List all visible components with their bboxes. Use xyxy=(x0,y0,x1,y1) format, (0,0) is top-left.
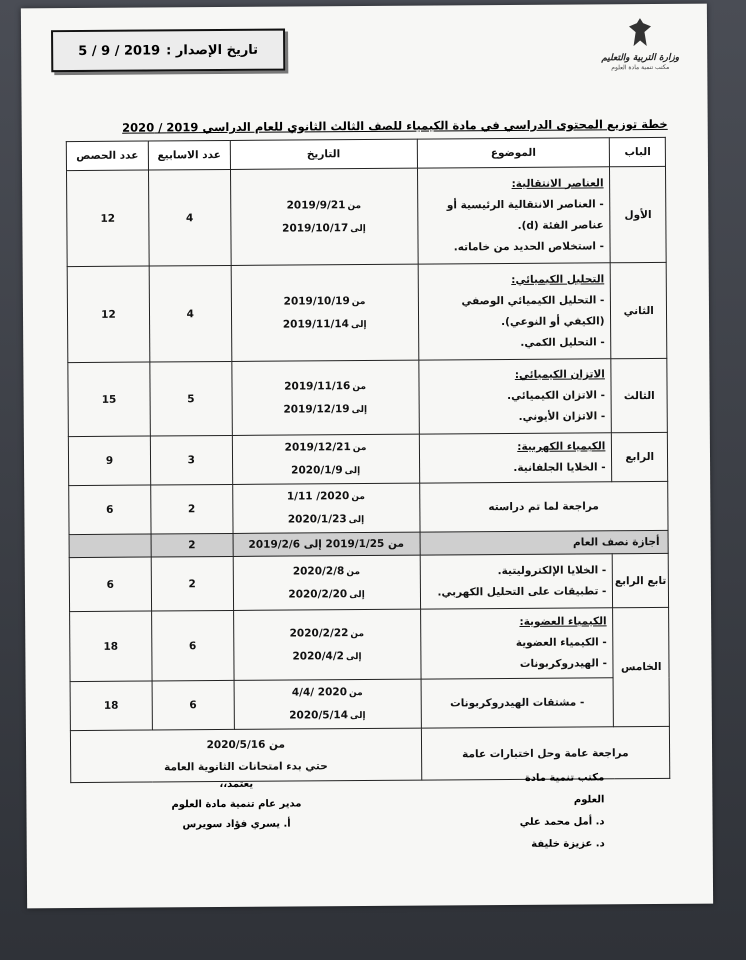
from-label: من xyxy=(352,443,367,454)
approver-role: مدير عام تنمية مادة العلوم xyxy=(171,798,302,811)
row-date xyxy=(232,483,419,533)
signatory-name: د. عزيزة خليفة xyxy=(531,838,605,850)
table-header-row xyxy=(66,137,665,170)
row-weeks: 2 xyxy=(151,484,233,534)
final-date-to: حتي بدء امتحانات الثانوية العامة xyxy=(164,759,328,773)
footer-approval-left xyxy=(166,774,306,835)
row-weeks: 4 xyxy=(148,169,230,266)
date-to: 2020/1/23 xyxy=(287,513,347,526)
date-from: 2019/9/21 xyxy=(286,198,346,212)
to-label: إلى xyxy=(350,223,366,234)
row-weeks: 6 xyxy=(151,610,233,681)
header-date: التاريخ xyxy=(230,139,417,169)
holiday-weeks: 2 xyxy=(151,533,233,557)
date-to: 2019/12/19 xyxy=(283,402,350,416)
topic-title: الكيمياء الكهربية: xyxy=(517,440,606,453)
from-label: من xyxy=(351,492,366,503)
row-bab: الخامس xyxy=(613,607,669,726)
from-label: من xyxy=(350,628,365,639)
approver-name: أ. يسري فؤاد سويرس xyxy=(182,818,291,831)
row-weeks: 6 xyxy=(152,680,234,730)
row-topic xyxy=(419,481,668,532)
topic-item: - الاتزان الكيميائي. xyxy=(507,389,606,403)
table-row xyxy=(68,432,667,485)
table-row xyxy=(67,166,667,266)
content-plan-table xyxy=(66,137,670,783)
row-date xyxy=(231,264,419,361)
ministry-subtitle: مكتب تنمية مادة العلوم xyxy=(611,63,670,72)
row-bab: الثاني xyxy=(611,262,667,358)
date-from: 2019/12/21 xyxy=(284,441,351,454)
date-from: 2020/2/22 xyxy=(289,626,349,640)
header-bab: الباب xyxy=(610,137,666,166)
row-topic xyxy=(418,263,612,360)
to-label: إلى xyxy=(348,515,365,526)
row-date xyxy=(233,609,420,680)
row-classes: 6 xyxy=(69,557,151,612)
row-classes: 12 xyxy=(67,170,150,267)
date-to: 2019/10/17 xyxy=(282,221,349,235)
row-weeks: 4 xyxy=(149,265,231,362)
from-label: من xyxy=(348,688,363,699)
row-weeks: 5 xyxy=(150,361,232,436)
topic-item: - التحليل الكيميائي الوصفي (الكيفي أو النوعي). xyxy=(461,293,605,328)
row-classes: 15 xyxy=(68,362,150,437)
from-label: من xyxy=(347,200,362,211)
ministry-name: وزارة التربية والتعليم xyxy=(601,52,680,64)
to-label: إلى xyxy=(349,711,366,722)
table-row xyxy=(67,262,667,362)
eagle-emblem-icon xyxy=(629,18,651,46)
topic-item: - الخلايا الإلكتروليتية. xyxy=(497,563,607,577)
row-classes: 6 xyxy=(69,485,151,535)
row-classes: 12 xyxy=(67,266,150,363)
issue-date-value: 5 / 9 / 2019 xyxy=(78,42,161,59)
table-row xyxy=(70,607,669,681)
row-date xyxy=(234,679,421,729)
row-bab: الأول xyxy=(610,166,666,262)
row-weeks: 2 xyxy=(151,556,233,611)
document-page xyxy=(21,4,713,909)
row-topic xyxy=(418,359,611,434)
date-from: 2019/10/19 xyxy=(283,294,350,308)
table-row xyxy=(69,553,668,611)
office-name: مكتب تنمية مادة العلوم xyxy=(524,772,605,806)
row-classes: 18 xyxy=(70,611,152,682)
row-bab: الرابع xyxy=(612,432,668,481)
row-topic xyxy=(420,608,613,679)
holiday-classes xyxy=(69,534,151,558)
page-title: خطة توزيع المحتوى الدراسي في مادة الكيمياء للصف الثالث الثانوي للعام الدراسي 2019 / 2020 xyxy=(122,116,668,135)
row-date xyxy=(233,555,420,610)
topic-title: الاتزان الكيميائي: xyxy=(514,368,605,381)
row-classes: 18 xyxy=(70,681,152,731)
topic-title: الكيمياء العضوية: xyxy=(519,615,607,628)
topic-item: - الكيمياء العضوية xyxy=(515,636,607,649)
date-from: 2020 /4/4 xyxy=(291,686,348,699)
final-topic: مراجعة عامة وحل اختبارات عامة xyxy=(421,726,670,780)
date-to: 2020/5/14 xyxy=(289,709,349,722)
topic-title: التحليل الكيميائي: xyxy=(511,272,605,286)
date-from: 2019/11/16 xyxy=(284,379,351,393)
row-bab: تابع الرابع xyxy=(613,553,669,607)
to-label: إلى xyxy=(345,651,362,662)
topic-item: مراجعة لما تم دراسته xyxy=(488,499,599,513)
date-to: 2020/1/9 xyxy=(291,464,343,477)
table-row xyxy=(69,481,668,534)
to-label: إلى xyxy=(350,319,367,330)
holiday-label: أجازة نصف العام xyxy=(420,530,669,555)
from-label: من xyxy=(351,296,366,307)
issue-date-label: تاريخ الإصدار : xyxy=(166,42,259,58)
topic-item: - العناصر الانتقالية الرئيسية أو عناصر الفئة (d). xyxy=(446,197,604,232)
from-label: من xyxy=(352,381,367,392)
date-to: 2019/11/14 xyxy=(282,317,349,331)
date-to: 2020/2/20 xyxy=(288,587,348,601)
to-label: إلى xyxy=(351,404,368,415)
row-topic xyxy=(419,433,612,483)
topic-item: - الاتزان الأيوني. xyxy=(518,410,606,423)
to-label: إلى xyxy=(344,466,361,477)
row-topic xyxy=(421,678,614,728)
row-date xyxy=(232,434,419,484)
approval-label: يعتمد،، xyxy=(219,778,254,791)
row-date xyxy=(232,360,419,435)
header-classes: عدد الحصص xyxy=(66,141,148,171)
topic-title: العناصر الانتقالية: xyxy=(511,176,604,190)
topic-item: - مشتقات الهيدروكربونات xyxy=(450,695,585,709)
row-date xyxy=(230,168,418,265)
signatory-name: د. أمل محمد علي xyxy=(519,816,605,828)
row-classes: 9 xyxy=(68,436,150,486)
ministry-logo xyxy=(595,18,686,95)
table-row xyxy=(68,358,668,436)
header-weeks: عدد الاسابيع xyxy=(148,140,230,170)
footer-signatories-right xyxy=(494,767,605,856)
row-weeks: 3 xyxy=(150,435,232,485)
issue-date-box xyxy=(51,29,285,73)
to-label: إلى xyxy=(349,589,365,600)
final-date-from: من 2020/5/16 xyxy=(206,738,286,751)
date-from: 2020/2/8 xyxy=(292,564,345,578)
from-label: من xyxy=(346,566,361,577)
topic-item: - استخلاص الحديد من خاماته. xyxy=(453,239,605,253)
header-topic: الموضوع xyxy=(417,138,610,168)
topic-item: - الهيدروكربونات xyxy=(519,657,607,670)
topic-item: - الخلايا الجلفانية. xyxy=(513,461,606,474)
topic-item: - تطبيقات على التحليل الكهربي. xyxy=(437,584,607,599)
table-row xyxy=(70,677,669,730)
row-topic xyxy=(420,554,613,609)
topic-item: - التحليل الكمي. xyxy=(520,335,605,349)
date-from: 2020/ 1/11 xyxy=(286,490,350,503)
row-bab: الثالث xyxy=(611,358,667,432)
date-to: 2020/4/2 xyxy=(292,649,344,663)
row-topic xyxy=(417,167,611,264)
holiday-date: من 2019/1/25 إلى 2019/2/6 xyxy=(233,532,420,556)
